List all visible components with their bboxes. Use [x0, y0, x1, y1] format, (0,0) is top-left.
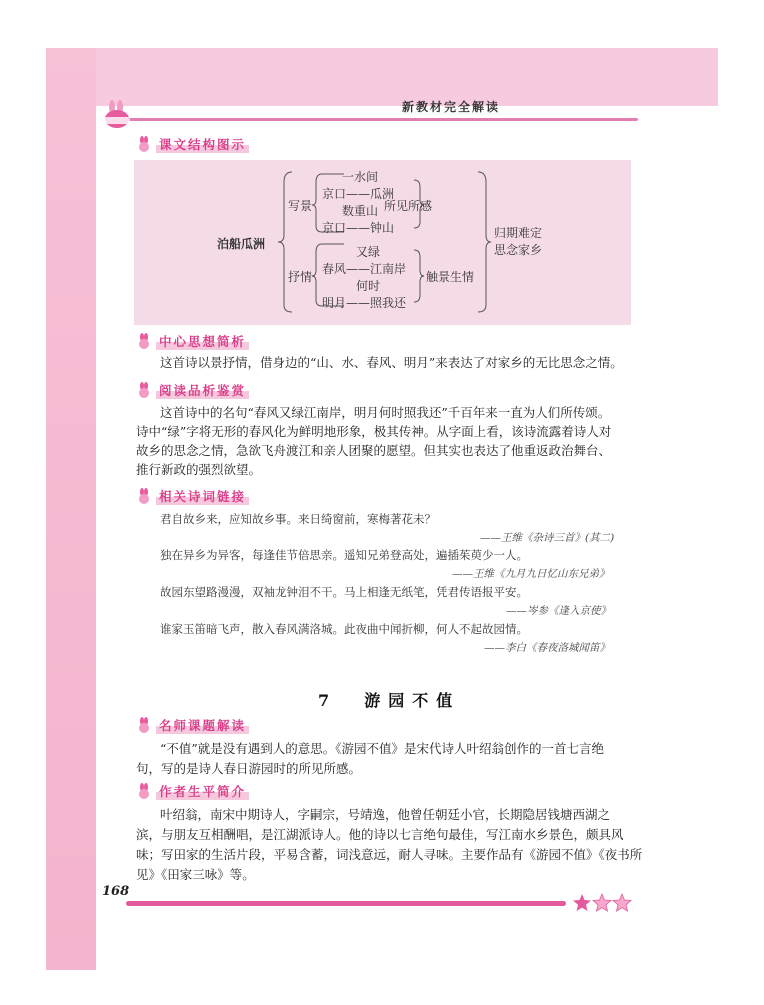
diagram-conclusion: 归期难定	[494, 226, 543, 240]
star-icon	[593, 894, 611, 911]
diagram-item: 明月——照我还	[322, 296, 407, 310]
related-poem: 谁家玉笛暗飞声，散入春风满洛城。此夜曲中闻折柳，何人不起故园情。	[160, 622, 528, 636]
appreciation-line: 故乡的思念之情，急欲飞舟渡江和亲人团聚的愿望。但其实也表达了他重返政治舞台、	[136, 443, 612, 458]
rabbit-icon	[136, 783, 152, 799]
diagram-item: 京口——钟山	[322, 221, 395, 235]
appreciation-line: 推行新政的强烈欲望。	[136, 462, 262, 477]
related-poem-source: ——李白《春夜洛城闻笛》	[484, 642, 610, 654]
author-line: 滨，与朋友互相酬唱，是江湖派诗人。他的诗以七言绝句最佳，写江南水乡景色，颇具风	[136, 827, 624, 842]
author-line: 见》《田家三咏》等。	[136, 867, 255, 882]
diagram-root: 泊船瓜洲	[217, 237, 266, 251]
diagram-item: 春风——江南岸	[322, 262, 407, 276]
section-heading-analysis	[136, 716, 249, 734]
analysis-line: “不值”就是没有遇到人的意思。《游园不值》是宋代诗人叶绍翁创作的一首七言绝	[160, 741, 605, 756]
author-line: 味；写田家的生活片段，平易含蓄，词浅意远，耐人寻味。主要作品有《游园不值》《夜书所	[136, 847, 643, 862]
theme-paragraph: 这首诗以景抒情，借身边的“山、水、春风、明月”来表达了对家乡的无比思念之情。	[160, 355, 623, 370]
star-icon	[613, 894, 631, 911]
lesson-name: 游园不值	[364, 691, 461, 710]
lesson-number: 7	[318, 691, 338, 710]
section-heading-structure	[136, 135, 249, 153]
related-poem-source: ——王维《杂诗三首》(其二)	[480, 532, 615, 544]
diagram-conclusion: 思念家乡	[494, 243, 543, 257]
diagram-result-scenery: 所见所感	[384, 199, 433, 213]
related-poem: 故园东望路漫漫，双袖龙钟泪不干。马上相逢无纸笔，凭君传语报平安。	[160, 585, 528, 599]
rabbit-icon	[136, 136, 152, 152]
section-heading-author	[136, 782, 249, 800]
related-poem: 君自故乡来，应知故乡事。来日绮窗前，寒梅著花未？	[160, 512, 436, 526]
header-rule	[118, 118, 638, 121]
section-title: 作者生平简介	[156, 782, 249, 800]
diagram-item: 一水间	[342, 170, 379, 184]
appreciation-line: 诗中“绿”字将无形的春风化为鲜明地形象，极其传神。从字面上看，该诗流露着诗人对	[136, 424, 612, 439]
author-line: 叶绍翁，南宋中期诗人，字嗣宗，号靖逸，他曾任朝廷小官，长期隐居钱塘西湖之	[160, 807, 611, 822]
rabbit-icon	[136, 382, 152, 398]
rabbit-icon	[136, 717, 152, 733]
left-margin-strip	[46, 48, 96, 970]
diagram-branch-emotion: 抒情	[288, 270, 313, 284]
star-icon	[573, 894, 591, 911]
appreciation-line: 这首诗中的名句“春风又绿江南岸，明月何时照我还”千百年来一直为人们所传颂。	[160, 405, 611, 420]
header-title: 新教材完全解读	[402, 100, 501, 114]
footer-rule	[126, 901, 566, 906]
analysis-line: 句，写的是诗人春日游园时的所见所感。	[136, 761, 362, 776]
related-poem-source: ——岑参《逢入京使》	[506, 605, 611, 617]
diagram-result-emotion: 触景生情	[426, 270, 475, 284]
lesson-title	[318, 688, 460, 711]
page-number: 168	[102, 884, 130, 899]
related-poem-source: ——王维《九月九日忆山东兄弟》	[452, 568, 610, 580]
section-heading-related	[136, 487, 249, 505]
section-title: 阅读品析鉴赏	[156, 381, 249, 399]
diagram-item: 何时	[356, 279, 381, 293]
diagram-item: 又绿	[356, 245, 381, 259]
section-heading-appreciation	[136, 381, 249, 399]
section-title: 相关诗词链接	[156, 487, 249, 505]
diagram-item: 数重山	[342, 204, 379, 218]
diagram-item: 京口——瓜洲	[322, 187, 395, 201]
rabbit-icon	[136, 333, 152, 349]
rabbit-icon	[136, 488, 152, 504]
diagram-branch-scenery: 写景	[288, 199, 313, 213]
section-title: 中心思想简析	[156, 332, 249, 350]
bunny-mascot-icon	[100, 100, 134, 130]
difficulty-stars	[573, 893, 633, 913]
related-poem: 独在异乡为异客，每逢佳节倍思亲。遥知兄弟登高处，遍插茱萸少一人。	[160, 548, 528, 562]
section-title: 名师课题解读	[156, 716, 249, 734]
section-heading-theme	[136, 332, 249, 350]
section-title: 课文结构图示	[156, 135, 249, 153]
